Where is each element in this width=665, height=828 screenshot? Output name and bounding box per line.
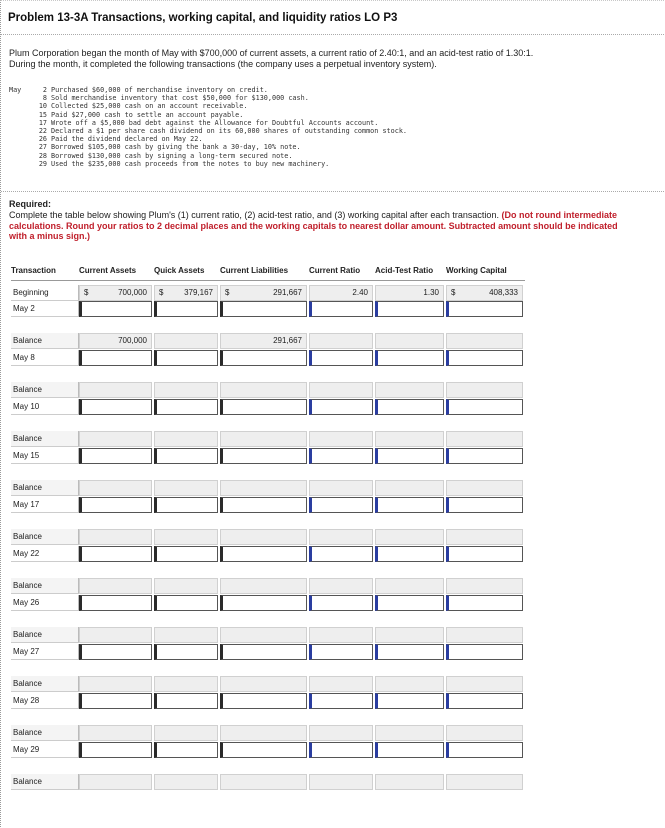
row-label: May 15: [11, 448, 79, 464]
quick-assets-value: [154, 333, 218, 349]
acid-test-ratio-value: [375, 774, 444, 790]
current-assets-value: [79, 333, 152, 349]
current-assets-value: [79, 725, 152, 741]
table-row: [11, 644, 525, 660]
working-capital-value: [446, 578, 523, 594]
quick-assets-value: [154, 627, 218, 643]
currency-sign: $: [225, 288, 230, 297]
required-instruction: Complete the table below showing Plum's (1) current ratio, (2) acid-test ratio, and (3) working capital after each transaction.: [9, 210, 499, 220]
current-liabilities-amount: 291,667: [273, 336, 302, 345]
transaction-day: 8: [42, 94, 47, 103]
quick-assets-value: [154, 529, 218, 545]
table-row: [11, 448, 525, 464]
transaction-line: [9, 143, 407, 151]
acid-test-ratio-value: [375, 725, 444, 741]
row-label: May 2: [11, 301, 79, 317]
current-assets-input[interactable]: [79, 693, 152, 709]
working-capital-input[interactable]: [446, 595, 523, 611]
current-liabilities-input[interactable]: [220, 595, 307, 611]
working-capital-value: [446, 333, 523, 349]
current-liabilities-input[interactable]: [220, 399, 307, 415]
row-label: Balance: [11, 725, 79, 741]
working-capital-value: [446, 382, 523, 398]
row-label: May 26: [11, 595, 79, 611]
current-liabilities-value: [220, 578, 307, 594]
transaction-day: 28: [38, 151, 47, 160]
current-ratio-amount: 2.40: [352, 288, 368, 297]
row-label: Balance: [11, 578, 79, 594]
current-assets-input[interactable]: [79, 595, 152, 611]
quick-assets-value: [154, 676, 218, 692]
quick-assets-value: [154, 578, 218, 594]
row-label: May 29: [11, 742, 79, 758]
column-header: Current Liabilities: [220, 266, 289, 275]
quick-assets-input[interactable]: [154, 448, 218, 464]
current-assets-value: [79, 774, 152, 790]
working-capital-value: [446, 627, 523, 643]
current-ratio-value: [309, 676, 373, 692]
current-ratio-input[interactable]: [309, 448, 373, 464]
table-row: [11, 546, 525, 562]
table-row: [11, 725, 525, 741]
current-ratio-input[interactable]: [309, 546, 373, 562]
transaction-month: May: [9, 86, 22, 94]
current-assets-value: [79, 431, 152, 447]
row-label: Balance: [11, 333, 79, 349]
current-liabilities-input[interactable]: [220, 301, 307, 317]
current-assets-value: [79, 285, 152, 301]
current-liabilities-amount: 291,667: [273, 288, 302, 297]
column-header: Current Assets: [79, 266, 137, 275]
column-header: Quick Assets: [154, 266, 205, 275]
current-ratio-value: [309, 285, 373, 301]
row-label: May 27: [11, 644, 79, 660]
acid-test-ratio-value: [375, 480, 444, 496]
transaction-text: Declared a $1 per share cash dividend on its 60,000 shares of outstanding common stock.: [51, 127, 408, 136]
rounding-instruction: (Do not round intermediate calculations. Round your ratios to 2 decimal places and the working capitals to nearest dollar amount. Subtracted amount should be indicated with a minus sign.): [9, 210, 618, 241]
transaction-day: 15: [38, 110, 47, 119]
working-capital-value: [446, 774, 523, 790]
table-row: [11, 350, 525, 366]
transaction-line: [9, 119, 407, 127]
transaction-line: [9, 152, 407, 160]
quick-assets-input[interactable]: [154, 546, 218, 562]
working-capital-amount: 408,333: [489, 288, 518, 297]
current-ratio-value: [309, 382, 373, 398]
transaction-line: [9, 160, 407, 168]
table-row: [11, 285, 525, 301]
acid-test-ratio-value: [375, 529, 444, 545]
table-row: [11, 676, 525, 692]
working-capital-input[interactable]: [446, 546, 523, 562]
current-liabilities-value: [220, 285, 307, 301]
row-label: May 10: [11, 399, 79, 415]
current-liabilities-input[interactable]: [220, 693, 307, 709]
transaction-text: Sold merchandise inventory that cost $50,000 for $130,000 cash.: [51, 94, 309, 103]
current-assets-input[interactable]: [79, 497, 152, 513]
current-assets-input[interactable]: [79, 399, 152, 415]
working-capital-input[interactable]: [446, 350, 523, 366]
transaction-text: Used the $235,000 cash proceeds from the notes to buy new machinery.: [51, 159, 330, 168]
transaction-text: Wrote off a $5,000 bad debt against the Allowance for Doubtful Accounts account.: [51, 118, 379, 127]
acid-test-ratio-amount: 1.30: [423, 288, 439, 297]
acid-test-ratio-input[interactable]: [375, 399, 444, 415]
working-capital-input[interactable]: [446, 497, 523, 513]
acid-test-ratio-value: [375, 578, 444, 594]
transaction-line: [9, 135, 407, 143]
page-title: Problem 13-3A Transactions, working capital, and liquidity ratios LO P3: [8, 12, 398, 24]
working-capital-input[interactable]: [446, 693, 523, 709]
column-header: Current Ratio: [309, 266, 361, 275]
transaction-day: 22: [38, 127, 47, 136]
current-ratio-input[interactable]: [309, 399, 373, 415]
working-capital-value: [446, 725, 523, 741]
current-liabilities-value: [220, 774, 307, 790]
row-label: Balance: [11, 774, 79, 790]
current-assets-value: [79, 382, 152, 398]
table-row: [11, 529, 525, 545]
row-label: Balance: [11, 431, 79, 447]
table-row: [11, 333, 525, 349]
ratio-table: [11, 261, 525, 786]
table-row: [11, 497, 525, 513]
acid-test-ratio-value: [375, 333, 444, 349]
acid-test-ratio-input[interactable]: [375, 595, 444, 611]
table-row: [11, 693, 525, 709]
table-row: [11, 578, 525, 594]
acid-test-ratio-value: [375, 382, 444, 398]
current-ratio-input[interactable]: [309, 644, 373, 660]
acid-test-ratio-input[interactable]: [375, 742, 444, 758]
table-row: [11, 301, 525, 317]
current-liabilities-value: [220, 676, 307, 692]
acid-test-ratio-input[interactable]: [375, 350, 444, 366]
currency-sign: $: [451, 288, 456, 297]
transaction-text: Borrowed $130,000 cash by signing a long-term secured note.: [51, 151, 293, 160]
current-assets-value: [79, 676, 152, 692]
transaction-line: [9, 102, 407, 110]
transaction-day: 2: [42, 86, 47, 94]
current-liabilities-value: [220, 627, 307, 643]
table-row: [11, 774, 525, 790]
working-capital-input[interactable]: [446, 644, 523, 660]
quick-assets-value: [154, 725, 218, 741]
quick-assets-value: [154, 285, 218, 301]
row-label: Balance: [11, 480, 79, 496]
working-capital-value: [446, 431, 523, 447]
transaction-day: 17: [38, 118, 47, 127]
current-liabilities-value: [220, 529, 307, 545]
column-header: Working Capital: [446, 266, 507, 275]
transaction-text: Borrowed $105,000 cash by giving the bank a 30-day, 10% note.: [51, 143, 301, 152]
quick-assets-value: [154, 480, 218, 496]
acid-test-ratio-value: [375, 431, 444, 447]
current-liabilities-value: [220, 431, 307, 447]
current-ratio-value: [309, 529, 373, 545]
table-row: [11, 382, 525, 398]
table-row: [11, 480, 525, 496]
transaction-text: Paid the dividend declared on May 22.: [51, 135, 203, 144]
current-liabilities-value: [220, 725, 307, 741]
current-liabilities-input[interactable]: [220, 497, 307, 513]
transaction-line: [9, 94, 407, 102]
row-label: Beginning: [11, 285, 79, 301]
current-ratio-value: [309, 431, 373, 447]
quick-assets-input[interactable]: [154, 399, 218, 415]
transaction-day: 10: [38, 102, 47, 111]
currency-sign: $: [84, 288, 89, 297]
current-ratio-value: [309, 333, 373, 349]
quick-assets-input[interactable]: [154, 595, 218, 611]
divider: [1, 191, 664, 192]
current-ratio-value: [309, 627, 373, 643]
quick-assets-input[interactable]: [154, 644, 218, 660]
working-capital-value: [446, 480, 523, 496]
current-assets-input[interactable]: [79, 301, 152, 317]
current-ratio-input[interactable]: [309, 350, 373, 366]
quick-assets-input[interactable]: [154, 350, 218, 366]
row-label: May 22: [11, 546, 79, 562]
working-capital-value: [446, 676, 523, 692]
working-capital-input[interactable]: [446, 399, 523, 415]
current-assets-input[interactable]: [79, 448, 152, 464]
current-ratio-value: [309, 480, 373, 496]
quick-assets-input[interactable]: [154, 742, 218, 758]
column-header: Transaction: [11, 266, 56, 275]
table-row: [11, 595, 525, 611]
row-label: May 17: [11, 497, 79, 513]
current-assets-amount: 700,000: [118, 336, 147, 345]
current-assets-input[interactable]: [79, 546, 152, 562]
quick-assets-input[interactable]: [154, 497, 218, 513]
quick-assets-value: [154, 382, 218, 398]
transaction-text: Paid $27,000 cash to settle an account payable.: [51, 110, 244, 119]
transaction-line: [9, 127, 407, 135]
current-ratio-input[interactable]: [309, 742, 373, 758]
current-liabilities-value: [220, 480, 307, 496]
acid-test-ratio-value: [375, 285, 444, 301]
acid-test-ratio-input[interactable]: [375, 546, 444, 562]
acid-test-ratio-input[interactable]: [375, 497, 444, 513]
transaction-day: 29: [38, 159, 47, 168]
working-capital-input[interactable]: [446, 448, 523, 464]
current-assets-input[interactable]: [79, 742, 152, 758]
current-ratio-input[interactable]: [309, 595, 373, 611]
problem-intro: [9, 48, 649, 69]
table-header: [11, 261, 525, 281]
current-ratio-value: [309, 578, 373, 594]
current-liabilities-input[interactable]: [220, 742, 307, 758]
current-ratio-value: [309, 774, 373, 790]
row-label: Balance: [11, 676, 79, 692]
current-liabilities-input[interactable]: [220, 644, 307, 660]
working-capital-value: [446, 285, 523, 301]
transaction-day: 27: [38, 143, 47, 152]
current-ratio-input[interactable]: [309, 497, 373, 513]
current-assets-input[interactable]: [79, 644, 152, 660]
table-row: [11, 742, 525, 758]
acid-test-ratio-input[interactable]: [375, 448, 444, 464]
intro-line-2: During the month, it completed the following transactions (the company uses a perpetual inventory system).: [9, 58, 437, 69]
current-liabilities-input[interactable]: [220, 350, 307, 366]
row-label: Balance: [11, 627, 79, 643]
working-capital-input[interactable]: [446, 742, 523, 758]
quick-assets-value: [154, 431, 218, 447]
quick-assets-input[interactable]: [154, 693, 218, 709]
intro-line-1: Plum Corporation began the month of May with $700,000 of current assets, a current ratio of 2.40:1, and an acid-test ratio of 1.30:1.: [9, 48, 534, 58]
row-label: May 8: [11, 350, 79, 366]
acid-test-ratio-input[interactable]: [375, 301, 444, 317]
row-label: Balance: [11, 529, 79, 545]
table-row: [11, 627, 525, 643]
currency-sign: $: [159, 288, 164, 297]
acid-test-ratio-value: [375, 676, 444, 692]
transaction-text: Purchased $60,000 of merchandise inventory on credit.: [51, 86, 268, 94]
current-assets-value: [79, 627, 152, 643]
transaction-list: [9, 86, 407, 168]
transaction-line: [9, 111, 407, 119]
required-heading: Required:: [9, 199, 52, 209]
current-assets-value: [79, 480, 152, 496]
transaction-text: Collected $25,000 cash on an account receivable.: [51, 102, 248, 111]
table-row: [11, 399, 525, 415]
current-assets-value: [79, 529, 152, 545]
current-assets-value: [79, 578, 152, 594]
divider: [1, 34, 664, 35]
row-label: May 28: [11, 693, 79, 709]
quick-assets-input[interactable]: [154, 301, 218, 317]
acid-test-ratio-input[interactable]: [375, 693, 444, 709]
acid-test-ratio-value: [375, 627, 444, 643]
transaction-line: [9, 86, 407, 94]
working-capital-input[interactable]: [446, 301, 523, 317]
current-liabilities-input[interactable]: [220, 448, 307, 464]
current-assets-input[interactable]: [79, 350, 152, 366]
required-text: [9, 210, 629, 242]
current-ratio-value: [309, 725, 373, 741]
current-liabilities-value: [220, 333, 307, 349]
table-row: [11, 431, 525, 447]
working-capital-value: [446, 529, 523, 545]
current-liabilities-value: [220, 382, 307, 398]
column-header: Acid-Test Ratio: [375, 266, 434, 275]
current-liabilities-input[interactable]: [220, 546, 307, 562]
acid-test-ratio-input[interactable]: [375, 644, 444, 660]
transaction-day: 26: [38, 135, 47, 144]
current-assets-amount: 700,000: [118, 288, 147, 297]
row-label: Balance: [11, 382, 79, 398]
quick-assets-value: [154, 774, 218, 790]
quick-assets-amount: 379,167: [184, 288, 213, 297]
current-ratio-input[interactable]: [309, 301, 373, 317]
current-ratio-input[interactable]: [309, 693, 373, 709]
